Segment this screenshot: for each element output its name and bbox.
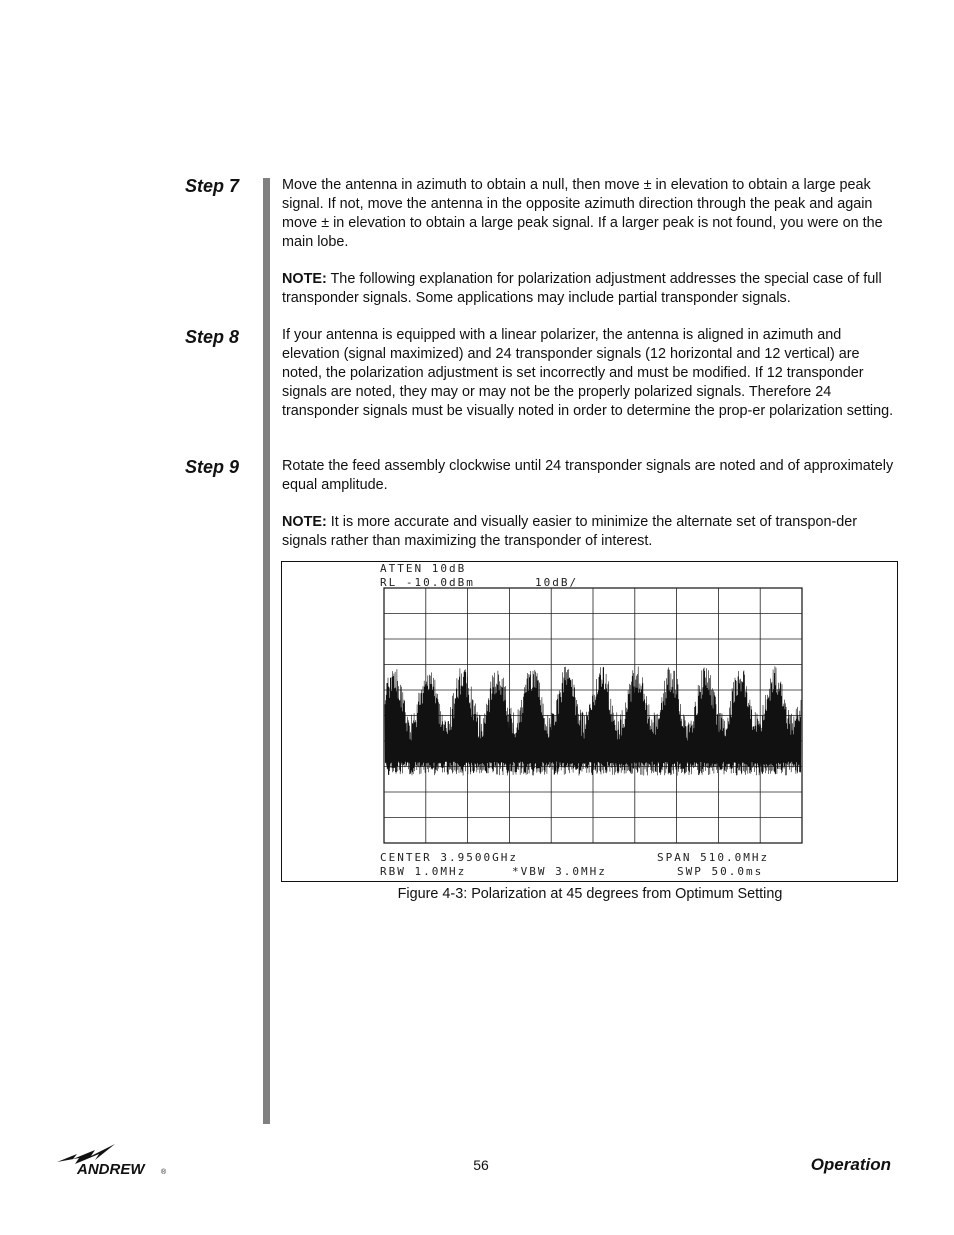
- sweep-readout: SWP 50.0ms: [677, 865, 764, 878]
- step-9-note: NOTE: It is more accurate and visually easier to minimize the alternate set of transpon-der signals rather than maximizing the transponder of interest.: [282, 514, 858, 549]
- section-name: Operation: [810, 1155, 891, 1174]
- note-label: NOTE:: [282, 514, 327, 530]
- margin-rule: [263, 178, 270, 1124]
- step-7-label: Step 7: [185, 176, 240, 196]
- ref-level-readout: RL -10.0dBm: [380, 576, 475, 589]
- page-number: 56: [473, 1157, 489, 1173]
- scale-readout: 10dB/: [535, 576, 579, 589]
- spectrum-analyzer-figure: [281, 561, 898, 882]
- step-7-note: NOTE: The following explanation for polarization adjustment addresses the special case of full transponder signals. Some applications may include partial transponder signals.: [282, 271, 882, 306]
- figure-caption: Figure 4-3: Polarization at 45 degrees from Optimum Setting: [397, 886, 783, 902]
- step-8-paragraph: If your antenna is equipped with a linear polarizer, the antenna is aligned in azimuth and elevation (signal maximized) and 24 transponder signals (12 horizontal and 12 vertical) are noted, the polarization adjustment is set incorrectly and must be modified. If 12 transponder signals are noted, they may or may not be the properly polarized signals. Therefore 24 transponder signals must be visually noted in order to determine the prop-er polarization setting.: [282, 327, 894, 419]
- span-readout: SPAN 510.0MHz: [657, 851, 770, 864]
- vbw-readout: *VBW 3.0MHz: [512, 865, 607, 878]
- logo-wordmark: ANDREW: [77, 1161, 145, 1176]
- note-label: NOTE:: [282, 271, 327, 287]
- atten-readout: ATTEN 10dB: [380, 562, 467, 575]
- center-frequency-readout: CENTER 3.9500GHz: [380, 851, 518, 864]
- step-8-label: Step 8: [185, 327, 240, 347]
- step-9-paragraph: Rotate the feed assembly clockwise until 24 transponder signals are noted and of approximately equal amplitude.: [282, 458, 894, 493]
- rbw-readout: RBW 1.0MHz: [380, 865, 467, 878]
- step-9-label: Step 9: [185, 457, 240, 477]
- andrew-logo: [55, 1140, 175, 1176]
- registered-mark: ®: [161, 1169, 167, 1176]
- spectrum-plot: [282, 562, 897, 881]
- step-7-paragraph: Move the antenna in azimuth to obtain a null, then move ± in elevation to obtain a large peak signal. If not, move the antenna in the opposite azimuth direction through the peak and again move ± in elevation to obtain a large peak signal. If a larger peak is not found, you were on the main lobe.: [282, 177, 883, 250]
